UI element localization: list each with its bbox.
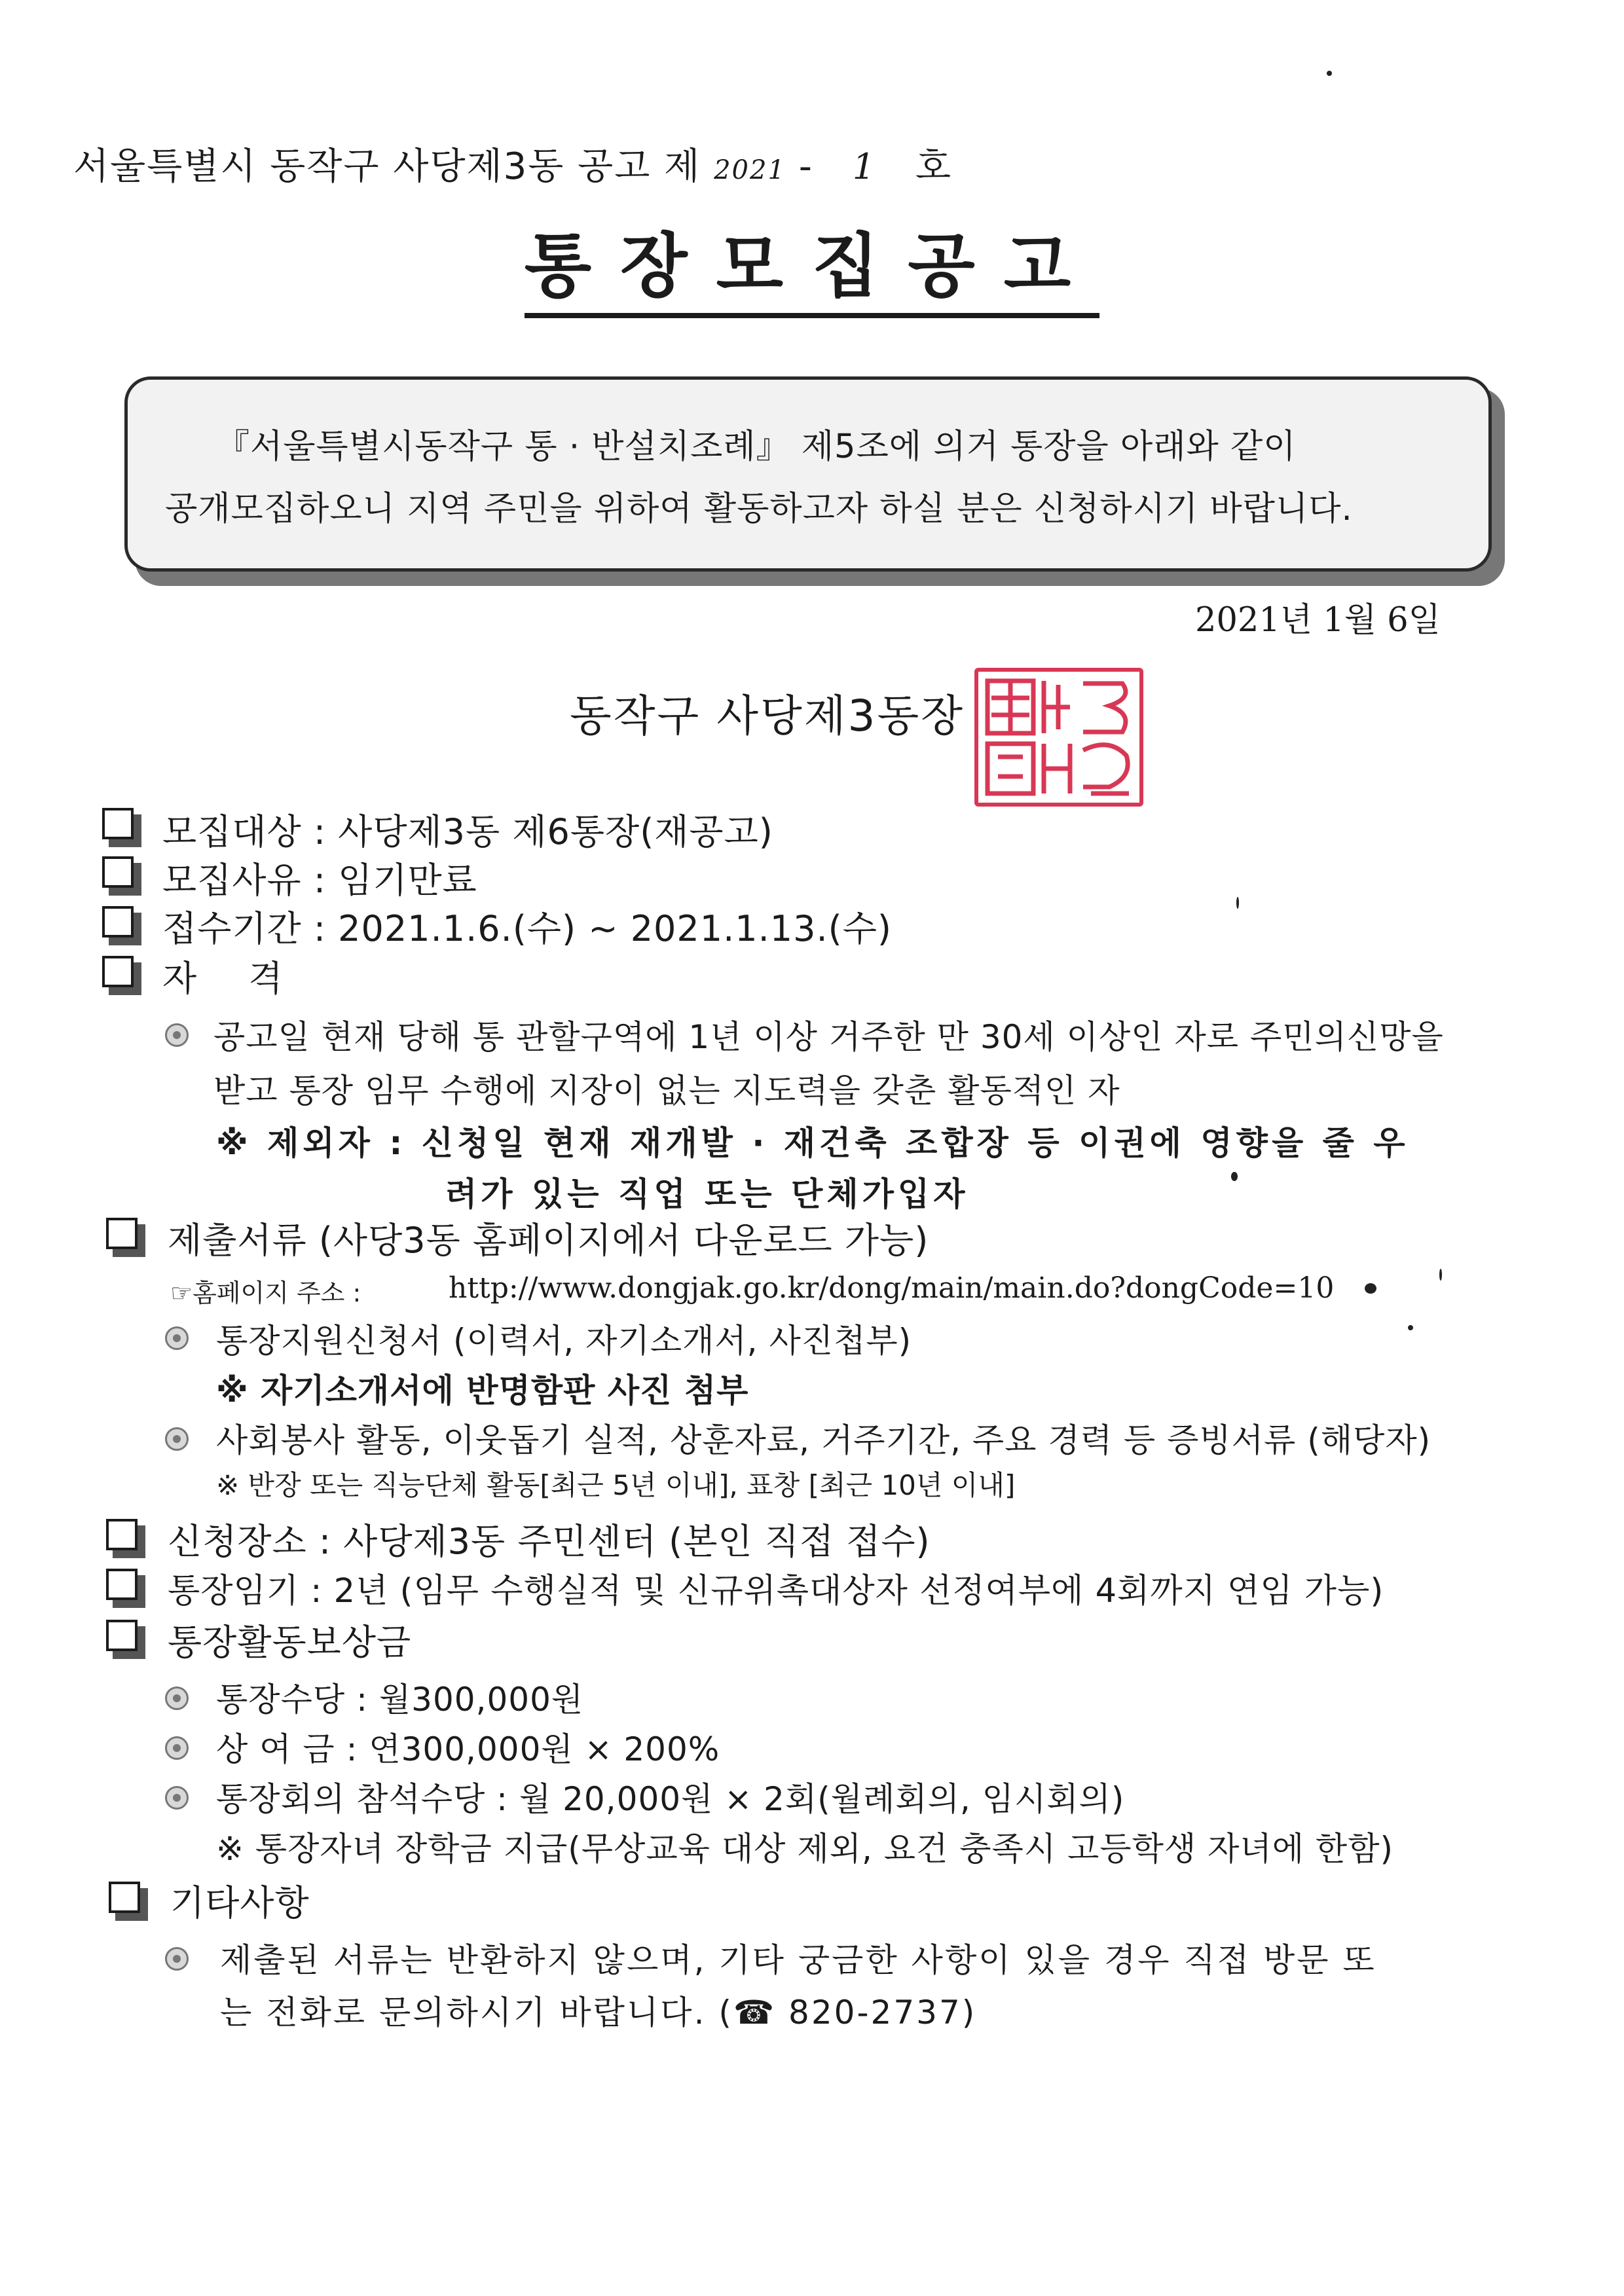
section-reason: 모집사유 : 임기만료	[162, 860, 477, 901]
scan-speck	[1408, 1325, 1413, 1330]
section-period: 접수기간 : 2021.1.6.(수) ~ 2021.1.13.(수)	[162, 908, 892, 949]
section-documents-heading: 제출서류 (사당3동 홈페이지에서 다운로드 가능)	[168, 1220, 929, 1261]
checkbox-icon	[109, 1882, 140, 1913]
etc-line-1: 제출된 서류는 반환하지 않으며, 기타 궁금한 사항이 있을 경우 직접 방문 또	[220, 1941, 1376, 1979]
etc-line-2: 는 전화로 문의하시기 바랍니다. (☎ 820-2737)	[220, 1994, 977, 2032]
scan-speck	[1236, 897, 1239, 909]
compensation-item-2: 상 여 금 : 연300,000원 × 200%	[216, 1730, 720, 1768]
checkbox-icon	[106, 1519, 138, 1550]
intro-box	[124, 376, 1492, 572]
scan-speck	[1365, 1283, 1376, 1294]
notice-date: 2021년 1월 6일	[1195, 601, 1441, 640]
bullet-icon	[165, 1427, 189, 1451]
compensation-item-1: 통장수당 : 월300,000원	[216, 1681, 584, 1719]
page-title: 통장모집공고	[0, 211, 1624, 318]
section-place: 신청장소 : 사당제3동 주민센터 (본인 직접 접수)	[168, 1521, 931, 1562]
checkbox-icon	[102, 856, 134, 888]
checkbox-icon	[102, 906, 134, 938]
checkbox-icon	[106, 1620, 138, 1651]
document-item-1-note: ※ 자기소개서에 반명함판 사진 첨부	[216, 1372, 749, 1410]
homepage-url[interactable]: http://www.dongjak.go.kr/dong/main/main.do?dongCode=10	[449, 1271, 1335, 1305]
organization-name: 동작구 사당제3동장	[570, 691, 965, 741]
bullet-icon	[165, 1326, 189, 1350]
notice-dash: -	[798, 145, 813, 188]
homepage-label: ☞홈페이지 주소 :	[170, 1279, 361, 1307]
section-term: 통장임기 : 2년 (임무 수행실적 및 신규위촉대상자 선정여부에 4회까지 연임 가능)	[168, 1572, 1384, 1611]
compensation-note: ※ 통장자녀 장학금 지급(무상교육 대상 제외, 요건 충족시 고등학생 자녀에 한함)	[216, 1830, 1394, 1868]
bullet-icon	[165, 1947, 189, 1971]
section-etc-heading: 기타사항	[170, 1882, 310, 1923]
bullet-icon	[165, 1686, 189, 1710]
checkbox-icon	[106, 1218, 138, 1249]
bullet-icon	[165, 1736, 189, 1760]
bullet-icon	[165, 1786, 189, 1810]
notice-suffix: 호	[915, 145, 953, 188]
qualification-line-2: 받고 통장 임무 수행에 지장이 없는 지도력을 갖춘 활동적인 자	[213, 1072, 1120, 1110]
seal-glyphs	[978, 672, 1139, 803]
scan-speck	[1231, 1172, 1238, 1181]
qualification-line-1: 공고일 현재 당해 통 관할구역에 1년 이상 거주한 만 30세 이상인 자로 주민의신망을	[213, 1018, 1444, 1056]
checkbox-icon	[102, 956, 134, 987]
scan-speck	[1327, 71, 1332, 76]
notice-number-text: 서울특별시 동작구 사당제3동 공고 제	[73, 145, 701, 188]
exclusion-line-2: 려가 있는 직업 또는 단체가입자	[445, 1175, 969, 1213]
document-item-2: 사회봉사 활동, 이웃돕기 실적, 상훈자료, 거주기간, 주요 경력 등 증빙서류 (해당자)	[216, 1421, 1431, 1459]
notice-number	[73, 137, 952, 190]
checkbox-icon	[106, 1569, 138, 1600]
checkbox-icon	[102, 808, 134, 839]
official-seal	[974, 668, 1143, 807]
exclusion-line-1: ※ 제외자 : 신청일 현재 재개발 · 재건축 조합장 등 이권에 영향을 줄 우	[216, 1124, 1409, 1162]
document-item-2-note: ※ 반장 또는 직능단체 활동[최근 5년 이내], 표창 [최근 10년 이내]	[216, 1469, 1016, 1501]
notice-number-handwritten: 1	[852, 146, 877, 187]
compensation-item-3: 통장회의 참석수당 : 월 20,000원 × 2회(월례회의, 임시회의)	[216, 1780, 1125, 1818]
bullet-icon	[165, 1023, 189, 1047]
document-item-1: 통장지원신청서 (이력서, 자기소개서, 사진첩부)	[216, 1322, 912, 1360]
section-compensation-heading: 통장활동보상금	[168, 1622, 412, 1663]
intro-line-2: 공개모집하오니 지역 주민을 위하여 활동하고자 하실 분은 신청하시기 바랍니다.	[165, 490, 1353, 528]
section-qualification-heading: 자 격	[162, 958, 284, 999]
notice-year-handwritten: 2021	[714, 155, 786, 185]
intro-line-1: 『서울특별시동작구 통 · 반설치조례』 제5조에 의거 통장을 아래와 같이	[216, 428, 1297, 466]
section-target: 모집대상 : 사당제3동 제6통장(재공고)	[162, 811, 773, 852]
scan-speck	[1439, 1269, 1442, 1281]
